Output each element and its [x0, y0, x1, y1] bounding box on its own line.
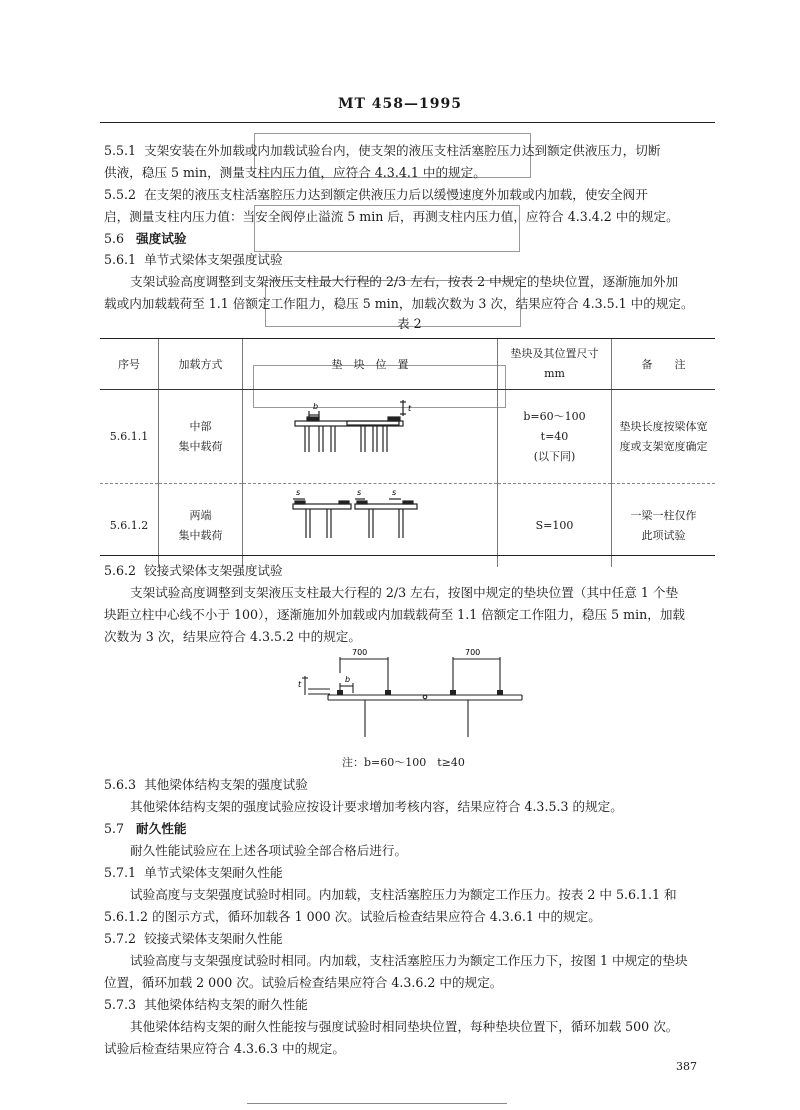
section-number: 5.7 — [104, 821, 125, 836]
section-5-5-1 — [104, 140, 660, 162]
mode-line: 集中载荷 — [178, 439, 223, 453]
paragraph-line: 支架安装在外加载或内加载试验台内，使支架的液压支柱活塞腔压力达到额定供液压力，切断 — [144, 143, 661, 158]
paragraph-line: 其他梁体结构支架的强度试验应按设计要求增加考核内容，结果应符合 4.3.5.3 的规定。 — [130, 799, 623, 814]
paragraph-line: 块距立柱中心线不小于 100），逐渐施加外加载或内加载载荷至 1.1 倍额定工作阻力，稳压 5 min，加载 — [104, 607, 686, 622]
size-line: b=60～100 — [523, 409, 586, 423]
row-figure — [243, 390, 498, 484]
section-title: 铰接式梁体支架强度试验 — [144, 563, 283, 578]
paragraph-line: 载或内加载载荷至 1.1 倍额定工作阻力，稳压 5 min，加载次数为 3 次，结果应符合 4.3.5.1 中的规定。 — [104, 296, 694, 311]
label-s: s — [296, 488, 301, 497]
paragraph-line: 5.6.1.2 的图示方式，循环加载各 1 000 次。试验后检查结果应符合 4.3.6.1 中的规定。 — [104, 909, 601, 924]
dimension-left: 700 — [352, 648, 368, 657]
header-note: 备 注 — [612, 339, 716, 390]
paragraph-line: 支架试验高度调整到支架液压支柱最大行程的 2/3 左右，按图中规定的垫块位置（其中任意 1 个垫 — [130, 585, 679, 600]
mode-line: 中部 — [189, 419, 212, 433]
label-b: b — [345, 675, 351, 684]
size-line: (以下同) — [533, 449, 576, 463]
table-row — [100, 390, 715, 484]
section-number: 5.7.3 — [104, 997, 137, 1012]
section-title: 其他梁体结构支架的强度试验 — [144, 777, 308, 792]
note-line: 垫块长度按梁体宽 — [619, 419, 708, 433]
center-load-diagram — [243, 390, 497, 480]
label-t: t — [298, 680, 302, 689]
row-mode — [159, 390, 243, 484]
mode-line: 集中载荷 — [178, 528, 223, 542]
section-5-7 — [104, 818, 186, 840]
paragraph-line: 位置，循环加载 2 000 次。试验后检查结果应符合 4.3.6.2 中的规定。 — [104, 975, 503, 990]
paragraph-line: 启，测量支柱内压力值：当安全阀停止溢流 5 min 后，再测支柱内压力值，应符合 4.3.4.2 中的规定。 — [104, 209, 679, 224]
note-line: 度或支架宽度确定 — [619, 439, 708, 453]
section-5-6-2 — [104, 560, 283, 582]
paragraph-line: 支架试验高度调整到支架液压支柱最大行程的 2/3 左右，按表 2 中规定的垫块位置，逐渐施加外加 — [130, 274, 679, 289]
section-number: 5.6.2 — [104, 563, 137, 578]
section-number: 5.6 — [104, 231, 125, 246]
note-line: 一梁一柱仅作 — [630, 508, 697, 522]
label-b: b — [313, 402, 319, 411]
label-s: s — [392, 488, 397, 497]
header-size-unit: mm — [544, 367, 565, 380]
label-t: t — [408, 404, 412, 413]
end-load-diagram — [243, 484, 497, 564]
header-mode: 加载方式 — [159, 339, 243, 390]
header-position: 垫 块 位 置 — [243, 339, 498, 390]
paragraph-line: 其他梁体结构支架的耐久性能按与强度试验时相同垫块位置，每种垫块位置下，循环加载 500 次。 — [130, 1019, 679, 1034]
section-title: 单节式梁体支架耐久性能 — [144, 865, 283, 880]
header-no: 序号 — [100, 339, 159, 390]
row-no: 5.6.1.1 — [100, 390, 159, 484]
section-number: 5.5.1 — [104, 143, 137, 158]
page-number: 387 — [676, 1060, 697, 1073]
paragraph-line: 在支架的液压支柱活塞腔压力达到额定供液压力后以缓慢速度外加载或内加载，使安全阀开 — [144, 187, 648, 202]
row-note — [612, 390, 716, 484]
section-title: 耐久性能 — [136, 821, 187, 836]
paragraph-line: 试验高度与支架强度试验时相同。内加载，支柱活塞腔压力为额定工作压力。按表 2 中 5.6.1.1 和 — [130, 887, 677, 902]
table-bottom-rule — [100, 555, 715, 556]
row-no: 5.6.1.2 — [100, 484, 159, 568]
paragraph-line: 试验高度与支架强度试验时相同。内加载，支柱活塞腔压力为额定工作压力下，按图 1 中规定的垫块 — [130, 953, 688, 968]
paragraph-line: 耐久性能试验应在上述各项试验全部合格后进行。 — [130, 843, 408, 858]
section-number: 5.7.2 — [104, 931, 137, 946]
section-title: 强度试验 — [136, 231, 187, 246]
note-line: 此项试验 — [641, 528, 686, 542]
dimension-right: 700 — [465, 648, 481, 657]
section-5-6-3 — [104, 774, 308, 796]
figure-note: 注：b=60～100 t≥40 — [342, 756, 465, 769]
table-caption: 表 2 — [397, 316, 422, 331]
label-s: s — [357, 488, 362, 497]
section-5-7-1 — [104, 862, 283, 884]
doc-code-header: MT 458—1995 — [338, 96, 462, 112]
table-2 — [100, 339, 715, 567]
row-size: S=100 — [498, 484, 612, 568]
section-number: 5.6.3 — [104, 777, 137, 792]
row-size — [498, 390, 612, 484]
bottom-scan-line — [247, 1103, 507, 1104]
header-rule — [100, 122, 715, 123]
section-title: 其他梁体结构支架的耐久性能 — [144, 997, 308, 1012]
section-title: 铰接式梁体支架耐久性能 — [144, 931, 283, 946]
section-title: 单节式梁体支架强度试验 — [144, 252, 283, 267]
header-size — [498, 339, 612, 390]
section-5-6 — [104, 228, 186, 250]
section-5-7-3 — [104, 994, 308, 1016]
header-size-text: 垫块及其位置尺寸 — [510, 347, 599, 360]
paragraph-line: 试验后检查结果应符合 4.3.6.3 中的规定。 — [104, 1041, 345, 1056]
section-5-5-2 — [104, 184, 648, 206]
hinged-beam-figure — [290, 645, 530, 750]
paragraph-line: 次数为 3 次，结果应符合 4.3.5.2 中的规定。 — [104, 629, 361, 644]
section-number: 5.6.1 — [104, 252, 137, 267]
section-number: 5.7.1 — [104, 865, 137, 880]
section-5-7-2 — [104, 928, 283, 950]
paragraph-line: 供液，稳压 5 min，测量支柱内压力值，应符合 4.3.4.1 中的规定。 — [104, 165, 486, 180]
section-number: 5.5.2 — [104, 187, 137, 202]
size-line: t=40 — [540, 429, 569, 443]
mode-line: 两端 — [189, 508, 212, 522]
section-5-6-1 — [104, 249, 283, 271]
